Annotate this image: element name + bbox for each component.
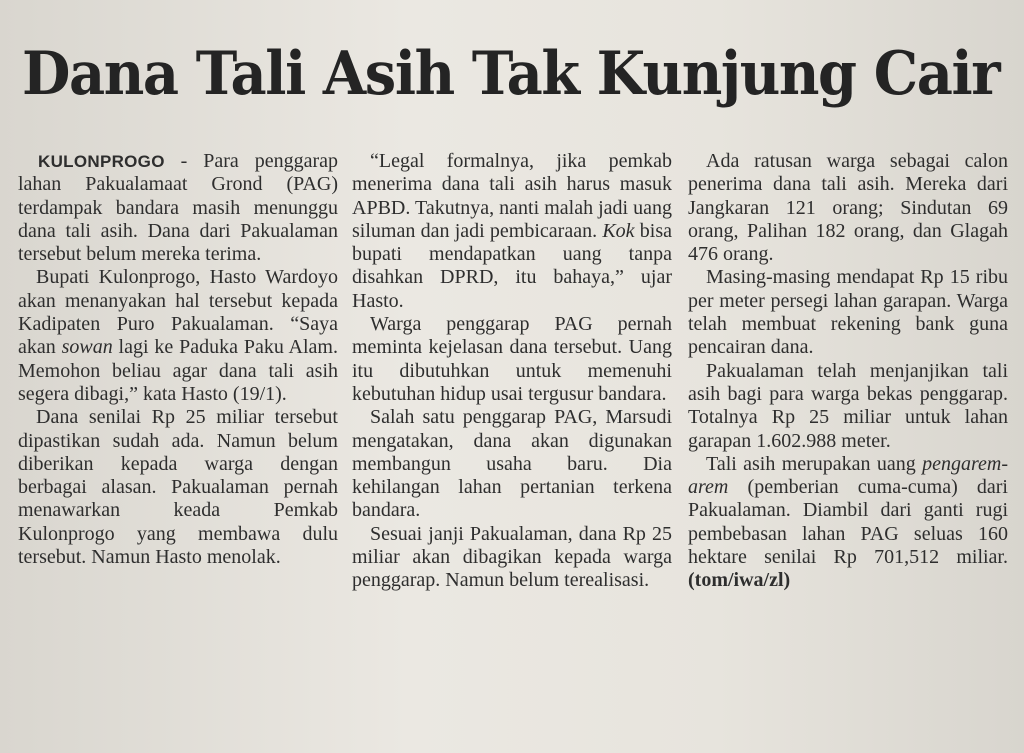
paragraph: Dana senilai Rp 25 miliar tersebut dipastikan sudah ada. Namun belum diberikan kepada warga dengan berbagai alasan. Pakualaman pernah menawarkan keada Pemkab Kulonprogo yang membawa dulu tersebut. Namun Hasto menolak. bbox=[18, 406, 338, 569]
italic-term: Kok bbox=[602, 219, 635, 242]
paragraph-text: “Legal formalnya, jika pemkab menerima dana tali asih harus masuk APBD. Takutnya, nanti malah jadi uang siluman dan jadi pembicaraan. bbox=[352, 150, 672, 242]
paragraph: Sesuai janji Pakualaman, dana Rp 25 miliar akan dibagikan kepada warga penggarap. Namun belum terealisasi. bbox=[352, 522, 672, 592]
paragraph bbox=[352, 150, 672, 313]
paragraph: Masing-masing mendapat Rp 15 ribu per meter persegi lahan garapan. Warga telah membuat rekening bank guna pencairan dana. bbox=[688, 266, 1008, 359]
paragraph-text: bisa bupati mendapatkan uang tanpa disahkan DPRD, itu bahaya,” ujar Hasto. bbox=[352, 219, 673, 312]
paragraph bbox=[688, 453, 1008, 593]
paragraph: Pakualaman telah menjanjikan tali asih bagi para warga bekas penggarap. Totalnya Rp 25 miliar untuk lahan garapan 1.602.988 meter. bbox=[688, 359, 1008, 452]
paragraph-text: lagi ke Paduka Paku Alam. Memohon beliau agar dana tali asih segera dibagi,” kata Hasto (19/1). bbox=[18, 336, 338, 405]
italic-term: sowan bbox=[61, 336, 113, 359]
paragraph: Ada ratusan warga sebagai calon penerima dana tali asih. Mereka dari Jangkaran 121 orang; Sindutan 69 orang, Palihan 182 orang, dan Glagah 476 orang. bbox=[688, 150, 1008, 266]
dateline: KULONPROGO bbox=[38, 152, 165, 171]
article-column-1 bbox=[18, 150, 338, 569]
italic-term: pengarem-arem bbox=[688, 452, 1008, 499]
paragraph-text: Tali asih merupakan uang bbox=[706, 452, 923, 475]
paragraph: Salah satu penggarap PAG, Marsudi mengatakan, dana akan digunakan membangun usaha baru. Dia kehilangan lahan pertanian terkena bandara. bbox=[352, 406, 672, 522]
paragraph: Warga penggarap PAG pernah meminta kejelasan dana tersebut. Uang itu dibutuhkan untuk memenuhi kebutuhan hidup usai tergusur bandara. bbox=[352, 313, 672, 405]
article-column-3 bbox=[688, 150, 1008, 593]
paragraph bbox=[18, 266, 338, 406]
byline: (tom/iwa/zl) bbox=[688, 569, 791, 592]
article-headline: Dana Tali Asih Tak Kunjung Cair bbox=[22, 39, 1000, 109]
article-column-2 bbox=[352, 150, 672, 593]
paragraph-text: Bupati Kulonprogo, Hasto Wardoyo akan menanyakan hal tersebut kepada Kadipaten Puro Pakualaman. “Saya akan bbox=[18, 266, 338, 359]
paragraph-text: (pemberian cuma-cuma) dari Pakualaman. Diambil dari ganti rugi pembebasan lahan PAG seluas 160 hektare senilai Rp 701,512 miliar. bbox=[688, 476, 1008, 569]
paragraph bbox=[18, 150, 338, 266]
paragraph-text: - Para penggarap lahan Pakualamaat Grond (PAG) terdampak bandara masih menunggu dana tali asih. Dana dari Pakualaman tersebut belum mereka terima. bbox=[18, 150, 338, 266]
